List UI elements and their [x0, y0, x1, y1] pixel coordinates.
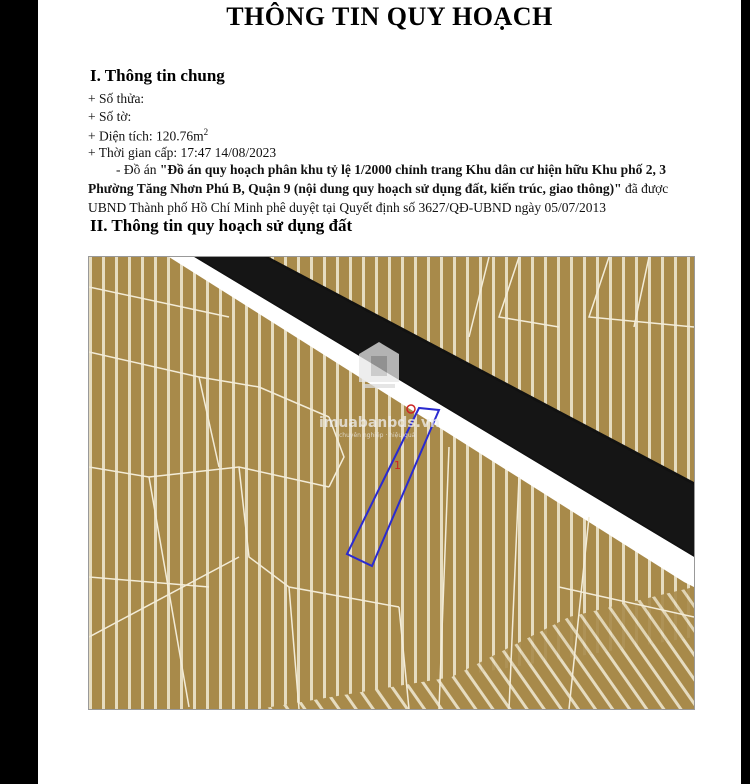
- area-text: + Diện tích: 120.76m: [88, 128, 204, 144]
- area-superscript: 2: [203, 127, 209, 137]
- plan-description: [88, 160, 698, 217]
- plot-number-line: + Số thửa:: [88, 91, 145, 106]
- plan-approval: đã được UBND Thành phố Hồ Chí Minh phê duyệt tại Quyết định số 3627/QĐ-UBND ngày 05/07/2013: [88, 181, 669, 215]
- plan-prefix: - Đồ án: [116, 162, 160, 177]
- parcel-label: 1: [394, 459, 401, 472]
- section-general-heading: I. Thông tin chung: [90, 66, 225, 85]
- document-page: [38, 0, 741, 784]
- watermark-subtext: chuyên nghiệp · hiệu quả: [339, 432, 416, 439]
- planning-map[interactable]: [88, 256, 695, 710]
- area-line: [88, 127, 208, 145]
- watermark-text: imuabanbds.vn: [319, 415, 441, 431]
- plan-name: "Đồ án quy hoạch phân khu tỷ lệ 1/2000 chỉnh trang Khu dân cư hiện hữu Khu phố 2, 3 Phường Tăng Nhơn Phú B, Quận 9 (nội dung quy hoạch sử dụng đất, kiến trúc, giao thông)": [88, 162, 666, 196]
- page-title: THÔNG TIN QUY HOẠCH: [226, 2, 553, 31]
- section-landuse-heading: II. Thông tin quy hoạch sử dụng đất: [90, 216, 353, 235]
- issue-time-line: + Thời gian cấp: 17:47 14/08/2023: [88, 145, 277, 160]
- sheet-number-line: + Số tờ:: [88, 109, 132, 124]
